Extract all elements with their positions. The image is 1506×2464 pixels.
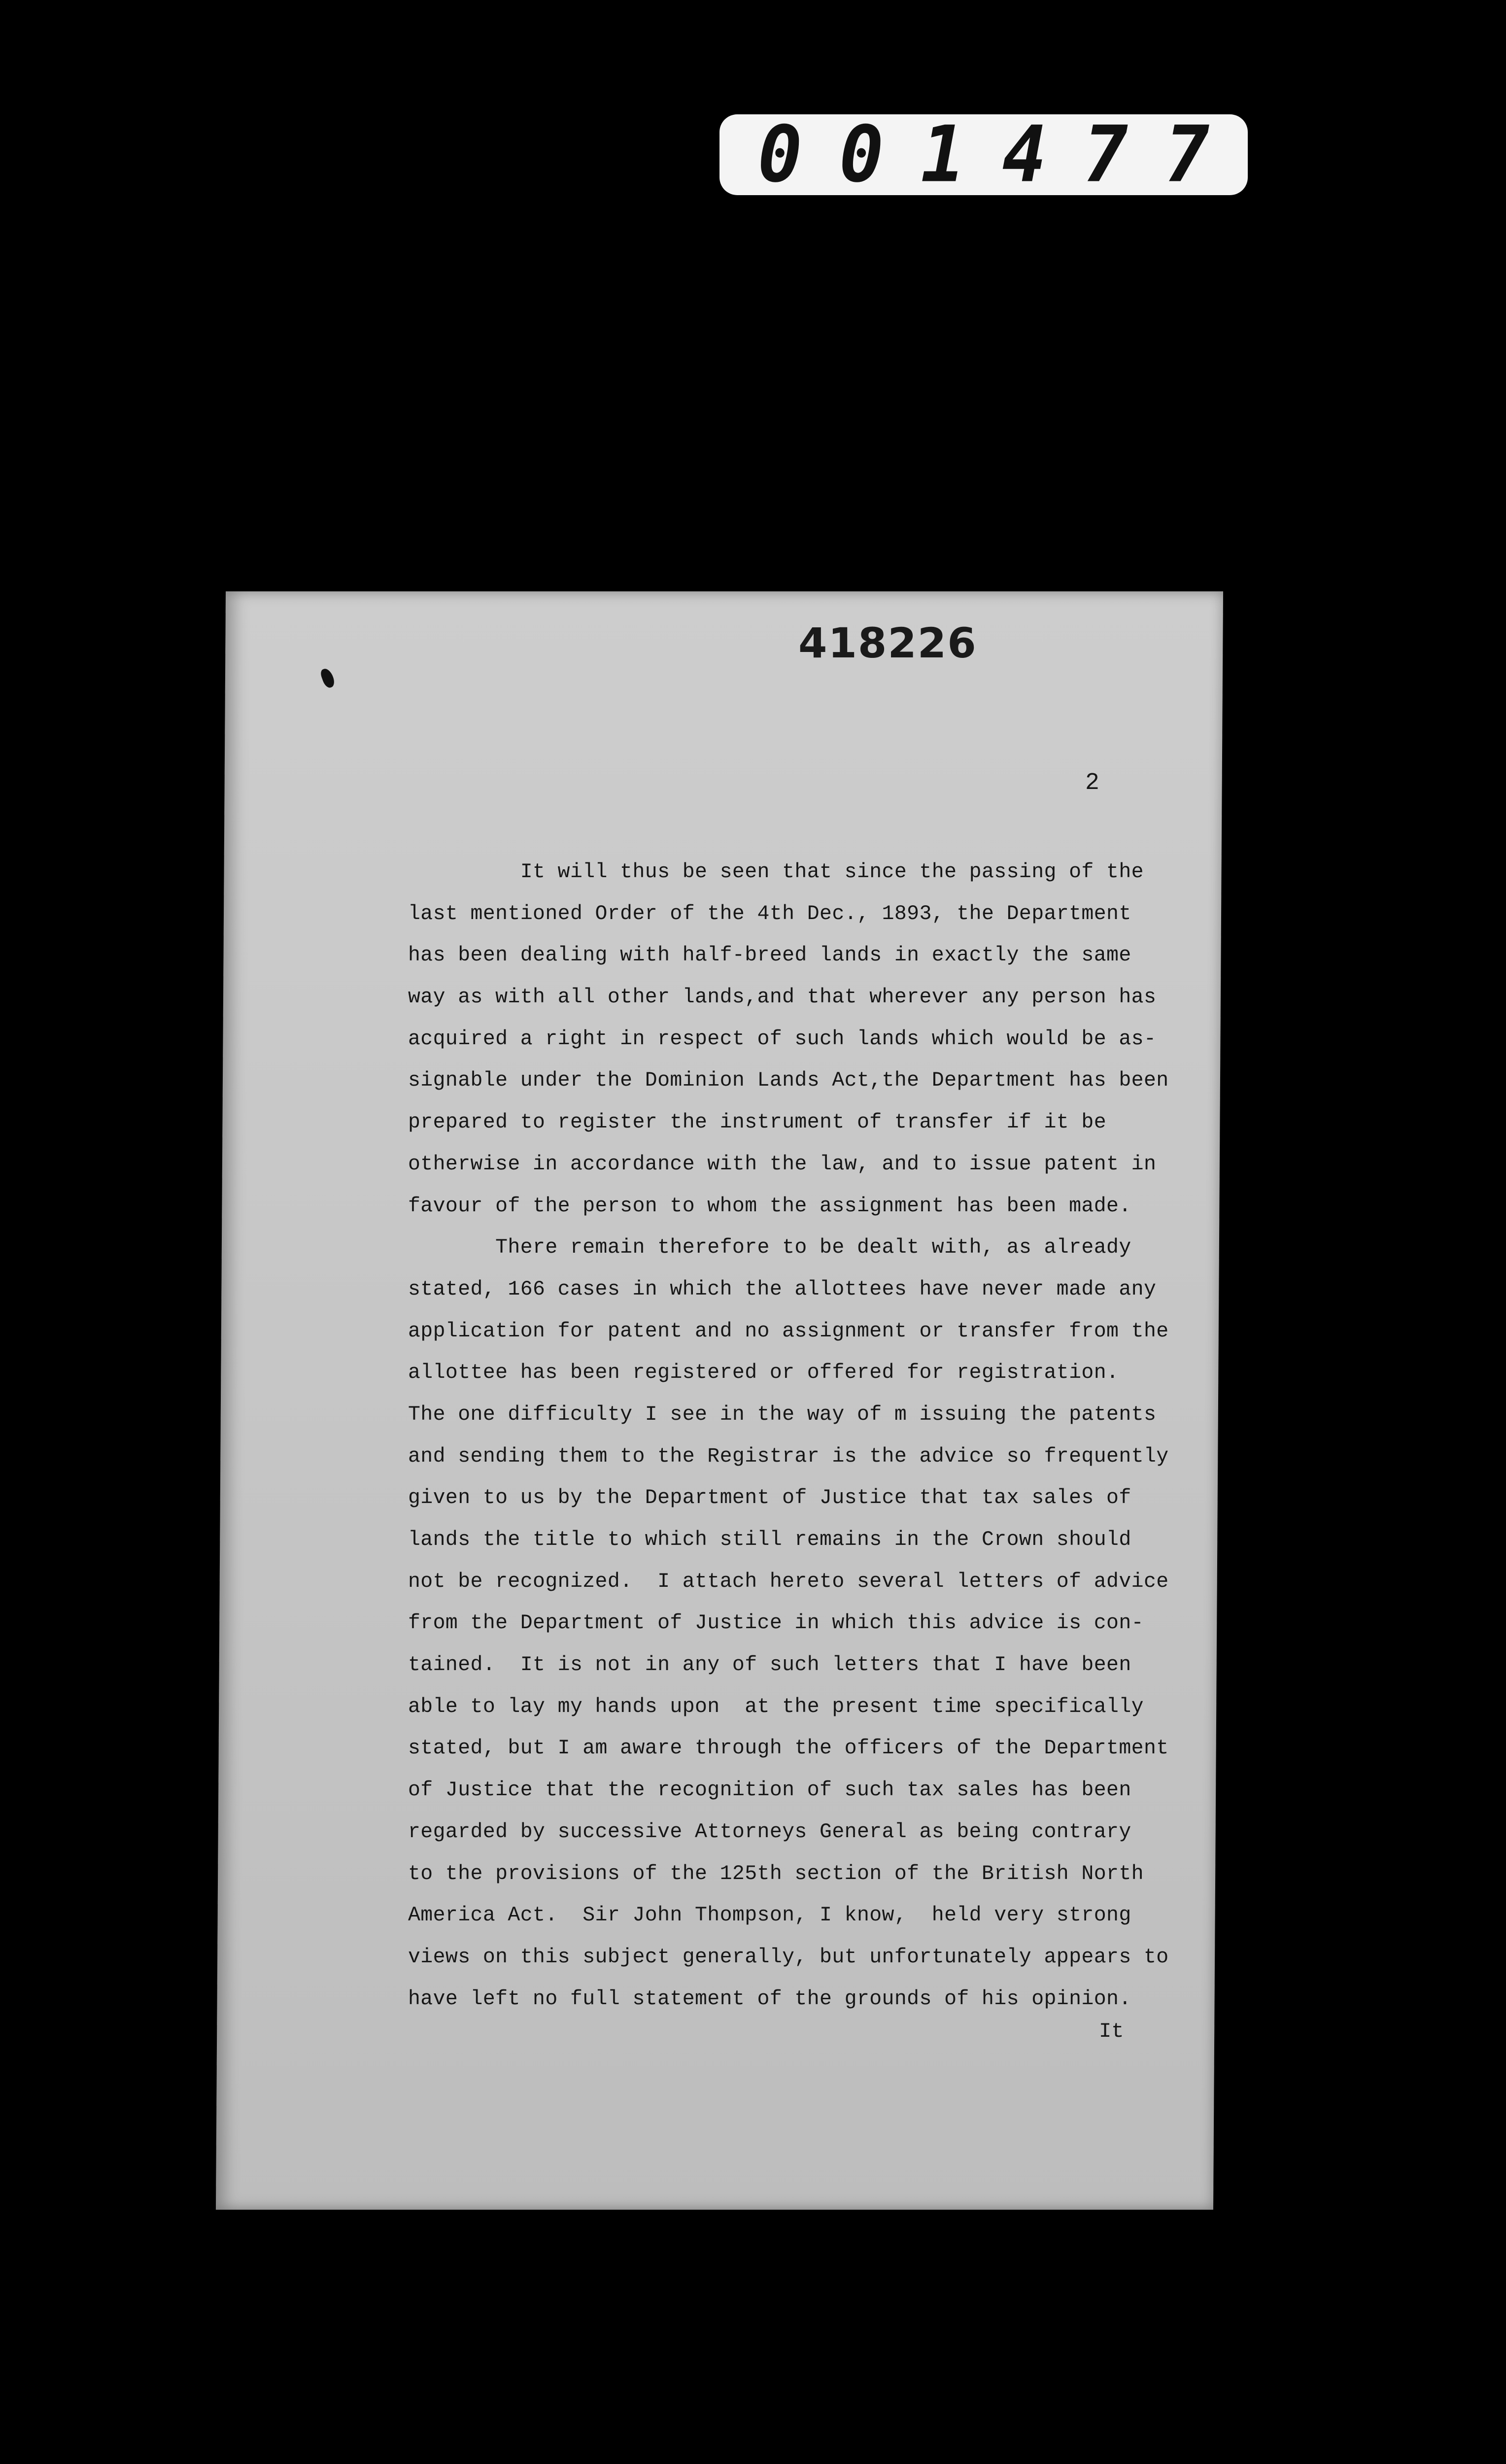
- text-line: to the provisions of the 125th section of the British North: [408, 1862, 1144, 1885]
- text-line: prepared to register the instrument of transfer if it be: [408, 1111, 1107, 1134]
- text-line: signable under the Dominion Lands Act,the Department has been: [408, 1069, 1169, 1093]
- letter-body: [408, 852, 1177, 2020]
- frame-digit: 1: [921, 109, 965, 200]
- text-line: have left no full statement of the grounds of his opinion.: [408, 1987, 1131, 2011]
- catch-word: It: [1099, 2019, 1124, 2043]
- frame-digit: 0: [839, 109, 884, 200]
- text-line: of Justice that the recognition of such tax sales has been: [408, 1779, 1131, 1802]
- text-line: given to us by the Department of Justice that tax sales of: [408, 1486, 1131, 1510]
- text-line: views on this subject generally, but unfortunately appears to: [408, 1945, 1169, 1969]
- text-line: otherwise in accordance with the law, and to issue patent in: [408, 1152, 1157, 1176]
- text-line: not be recognized. I attach hereto several letters of advice: [408, 1570, 1169, 1593]
- text-line: lands the title to which still remains in the Crown should: [408, 1528, 1131, 1551]
- text-line: and sending them to the Registrar is the advice so frequently: [408, 1444, 1169, 1468]
- frame-digit: 0: [757, 109, 802, 200]
- text-line: has been dealing with half-breed lands in exactly the same: [408, 944, 1131, 967]
- text-line: allottee has been registered or offered for registration.: [408, 1361, 1119, 1385]
- page-number: 2: [1085, 770, 1099, 796]
- text-line: application for patent and no assignment or transfer from the: [408, 1319, 1169, 1343]
- text-line: stated, but I am aware through the officers of the Department: [408, 1737, 1169, 1760]
- text-line: tained. It is not in any of such letters that I have been: [408, 1653, 1131, 1677]
- frame-digit: 7: [1083, 109, 1129, 200]
- text-line: There remain therefore to be dealt with, as already: [408, 1236, 1131, 1260]
- text-line: way as with all other lands,and that wherever any person has: [408, 986, 1157, 1009]
- text-line: It will thus be seen that since the passing of the: [408, 860, 1144, 884]
- document-stamp-number: 418226: [798, 619, 977, 667]
- text-line: able to lay my hands upon at the present time specifically: [408, 1695, 1144, 1718]
- text-line: favour of the person to whom the assignment has been made.: [408, 1194, 1131, 1218]
- text-line: America Act. Sir John Thompson, I know, held very strong: [408, 1904, 1131, 1927]
- frame-digit: 7: [1165, 109, 1210, 200]
- frame-number-label: [719, 109, 1248, 200]
- text-line: regarded by successive Attorneys General as being contrary: [408, 1820, 1131, 1844]
- text-line: last mentioned Order of the 4th Dec., 1893, the Department: [408, 902, 1131, 925]
- text-line: stated, 166 cases in which the allottees have never made any: [408, 1277, 1157, 1301]
- frame-digit: 4: [1002, 109, 1047, 200]
- text-line: The one difficulty I see in the way of m issuing the patents: [408, 1403, 1157, 1426]
- text-line: from the Department of Justice in which this advice is con-: [408, 1611, 1144, 1635]
- text-line: acquired a right in respect of such lands which would be as-: [408, 1027, 1157, 1051]
